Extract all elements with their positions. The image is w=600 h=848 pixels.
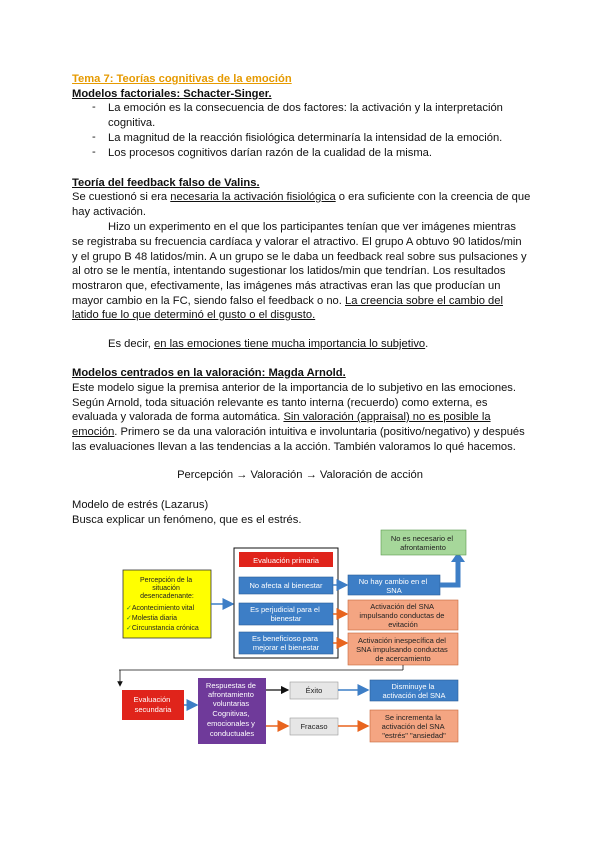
activacion-inesp-label: SNA impulsando conductas [356,645,448,654]
paragraph-line: Según Arnold, toda situación relevante es tanto interna (recuerdo) como externa, es [72,397,488,409]
svg-text:✓Acontecimiento vital ✓Mol: ✓Acontecimiento vital ✓Molestia diaria ✓Circunstancia crónica [126,605,199,632]
incrementa-label: Se incrementa la [384,713,442,722]
activacion-sna-label: impulsando conductas de [359,611,445,620]
paragraph-line: y el grupo B 48 latidos/min. A un grupo se le daba un feedback real sobre sus pulsaciones y [72,251,527,263]
stress-model-desc: Busca explicar un fenómeno, que es el estrés. [72,514,302,526]
bullet-dash: - [92,101,96,113]
paragraph-line: las evaluaciones llevan a las tendencias a la acción. También valoramos lo qué hacemos. [72,441,516,453]
beneficioso-label: mejorar el bienestar [252,643,320,652]
incrementa-label: activación del SNA [381,722,445,731]
exito-label: Éxito [305,686,323,695]
disminuye-label: Disminuye la [391,682,435,691]
svg-text:No es necesario el afronta [391,534,455,552]
paragraph-line: Este modelo sigue la premisa anterior de la importancia de lo subjetivo en las emociones. [72,382,517,394]
paragraph-line: mayor cambio en la FC, siendo falso el feedback o no. La creencia sobre el cambio del [72,295,503,307]
paragraph-line: hay activación. [72,206,147,218]
svg-text:Se incrementa la activació [382,713,447,740]
flow-line: Percepción → Valoración → Valoración de acción [177,469,423,481]
perjudicial-label: Es perjudicial para el [250,605,320,614]
no-cambio-label: SNA [386,586,402,595]
no-necesario-label: afrontamiento [400,543,446,552]
respuestas-label: afrontamiento [208,690,254,699]
fracaso-label: Fracaso [300,722,328,731]
perception-label: situación [152,585,180,592]
beneficioso-label: Es beneficioso para [252,634,318,643]
respuestas-label: Respuestas de [205,681,256,690]
respuestas-label: conductuales [209,729,255,738]
svg-text:Disminuye la activación de [383,682,446,700]
activacion-sna-label: Activación del SNA [370,602,434,611]
respuestas-label: Cognitivas, [212,709,250,718]
svg-text:Es beneficioso para mejora [252,634,320,652]
paragraph-line: Hizo un experimento en el que los participantes tenían que ver imágenes mientras [108,221,516,233]
incrementa-label: "estrés" "ansiedad" [382,731,446,740]
no-cambio-label: No hay cambio en el [358,577,428,586]
secondary-eval-label: Evaluación [133,695,171,704]
respuestas-label: emocionales y [206,719,255,728]
no-afecta-label: No afecta al bienestar [249,581,323,590]
paragraph-line: latido fue lo que determinó el gusto o el disgusto. [72,309,316,321]
check-item: Circunstancia crónica [131,625,199,632]
bullet-1-line-1: La emoción es la consecuencia de dos factores: la activación y la interpretación [108,102,503,114]
perception-label: Percepción de la [139,577,193,584]
activacion-sna-label: evitación [388,620,418,629]
activacion-inesp-label: de acercamiento [375,654,431,663]
document-title: Tema 7: Teorías cognitivas de la emoción [72,73,292,85]
paragraph-line: Es decir, en las emociones tiene mucha importancia lo subjetivo. [108,338,429,350]
paragraph-line: evaluada y valorada de forma automática. Sin valoración (appraisal) no es posible la [72,411,491,423]
paragraph-line: se registraba su frecuencia cardíaca y valorar el atractivo. El grupo A obtuvo 90 latidos/min [72,236,522,248]
perception-label: desencadenante: [140,593,194,600]
bullet-2: La magnitud de la reacción fisiológica determinaría la intensidad de la emoción. [108,132,503,144]
paragraph-line: Se cuestionó si era necesaria la activación fisiológica o era suficiente con la creencia de que [72,191,531,203]
paragraph-line: al otro se le mentía, intentando sugestionar los latidos/min que tendrían. Los resultados [72,265,506,277]
svg-text:Respuestas de afrontamient [206,681,258,738]
check-item: Molestia diaria [131,615,178,622]
respuestas-label: voluntarias [212,699,250,708]
primary-eval-label: Evaluación primaria [253,556,319,565]
bullet-1-line-2: cognitiva. [108,117,156,129]
activacion-inesp-label: Activación inespecífica del [357,636,446,645]
disminuye-label: activación del SNA [382,691,446,700]
section-heading-arnold: Modelos centrados en la valoración: Magda Arnold. [72,367,346,379]
paragraph-line: emoción. Primero se da una valoración intuitiva e involuntaria (positivo/negativo) y después [72,426,525,438]
secondary-eval-label: secundaria [134,705,172,714]
section-heading-schacter: Modelos factoriales: Schacter-Singer. [72,88,272,100]
no-necesario-label: No es necesario el [390,534,454,543]
perjudicial-label: bienestar [270,614,302,623]
bullet-dash: - [92,146,96,158]
section-heading-valins: Teoría del feedback falso de Valins. [72,177,260,189]
bullet-3: Los procesos cognitivos darían razón de la cualidad de la misma. [108,147,432,159]
bullet-dash: - [92,131,96,143]
paragraph-line: mostraron que, efectivamente, las imágenes más atractivas eran las que producían un [72,280,501,292]
stress-model-title: Modelo de estrés (Lazarus) [72,499,209,511]
check-item: Acontecimiento vital [131,605,195,612]
svg-text:Evaluación secundaria [134,695,173,714]
